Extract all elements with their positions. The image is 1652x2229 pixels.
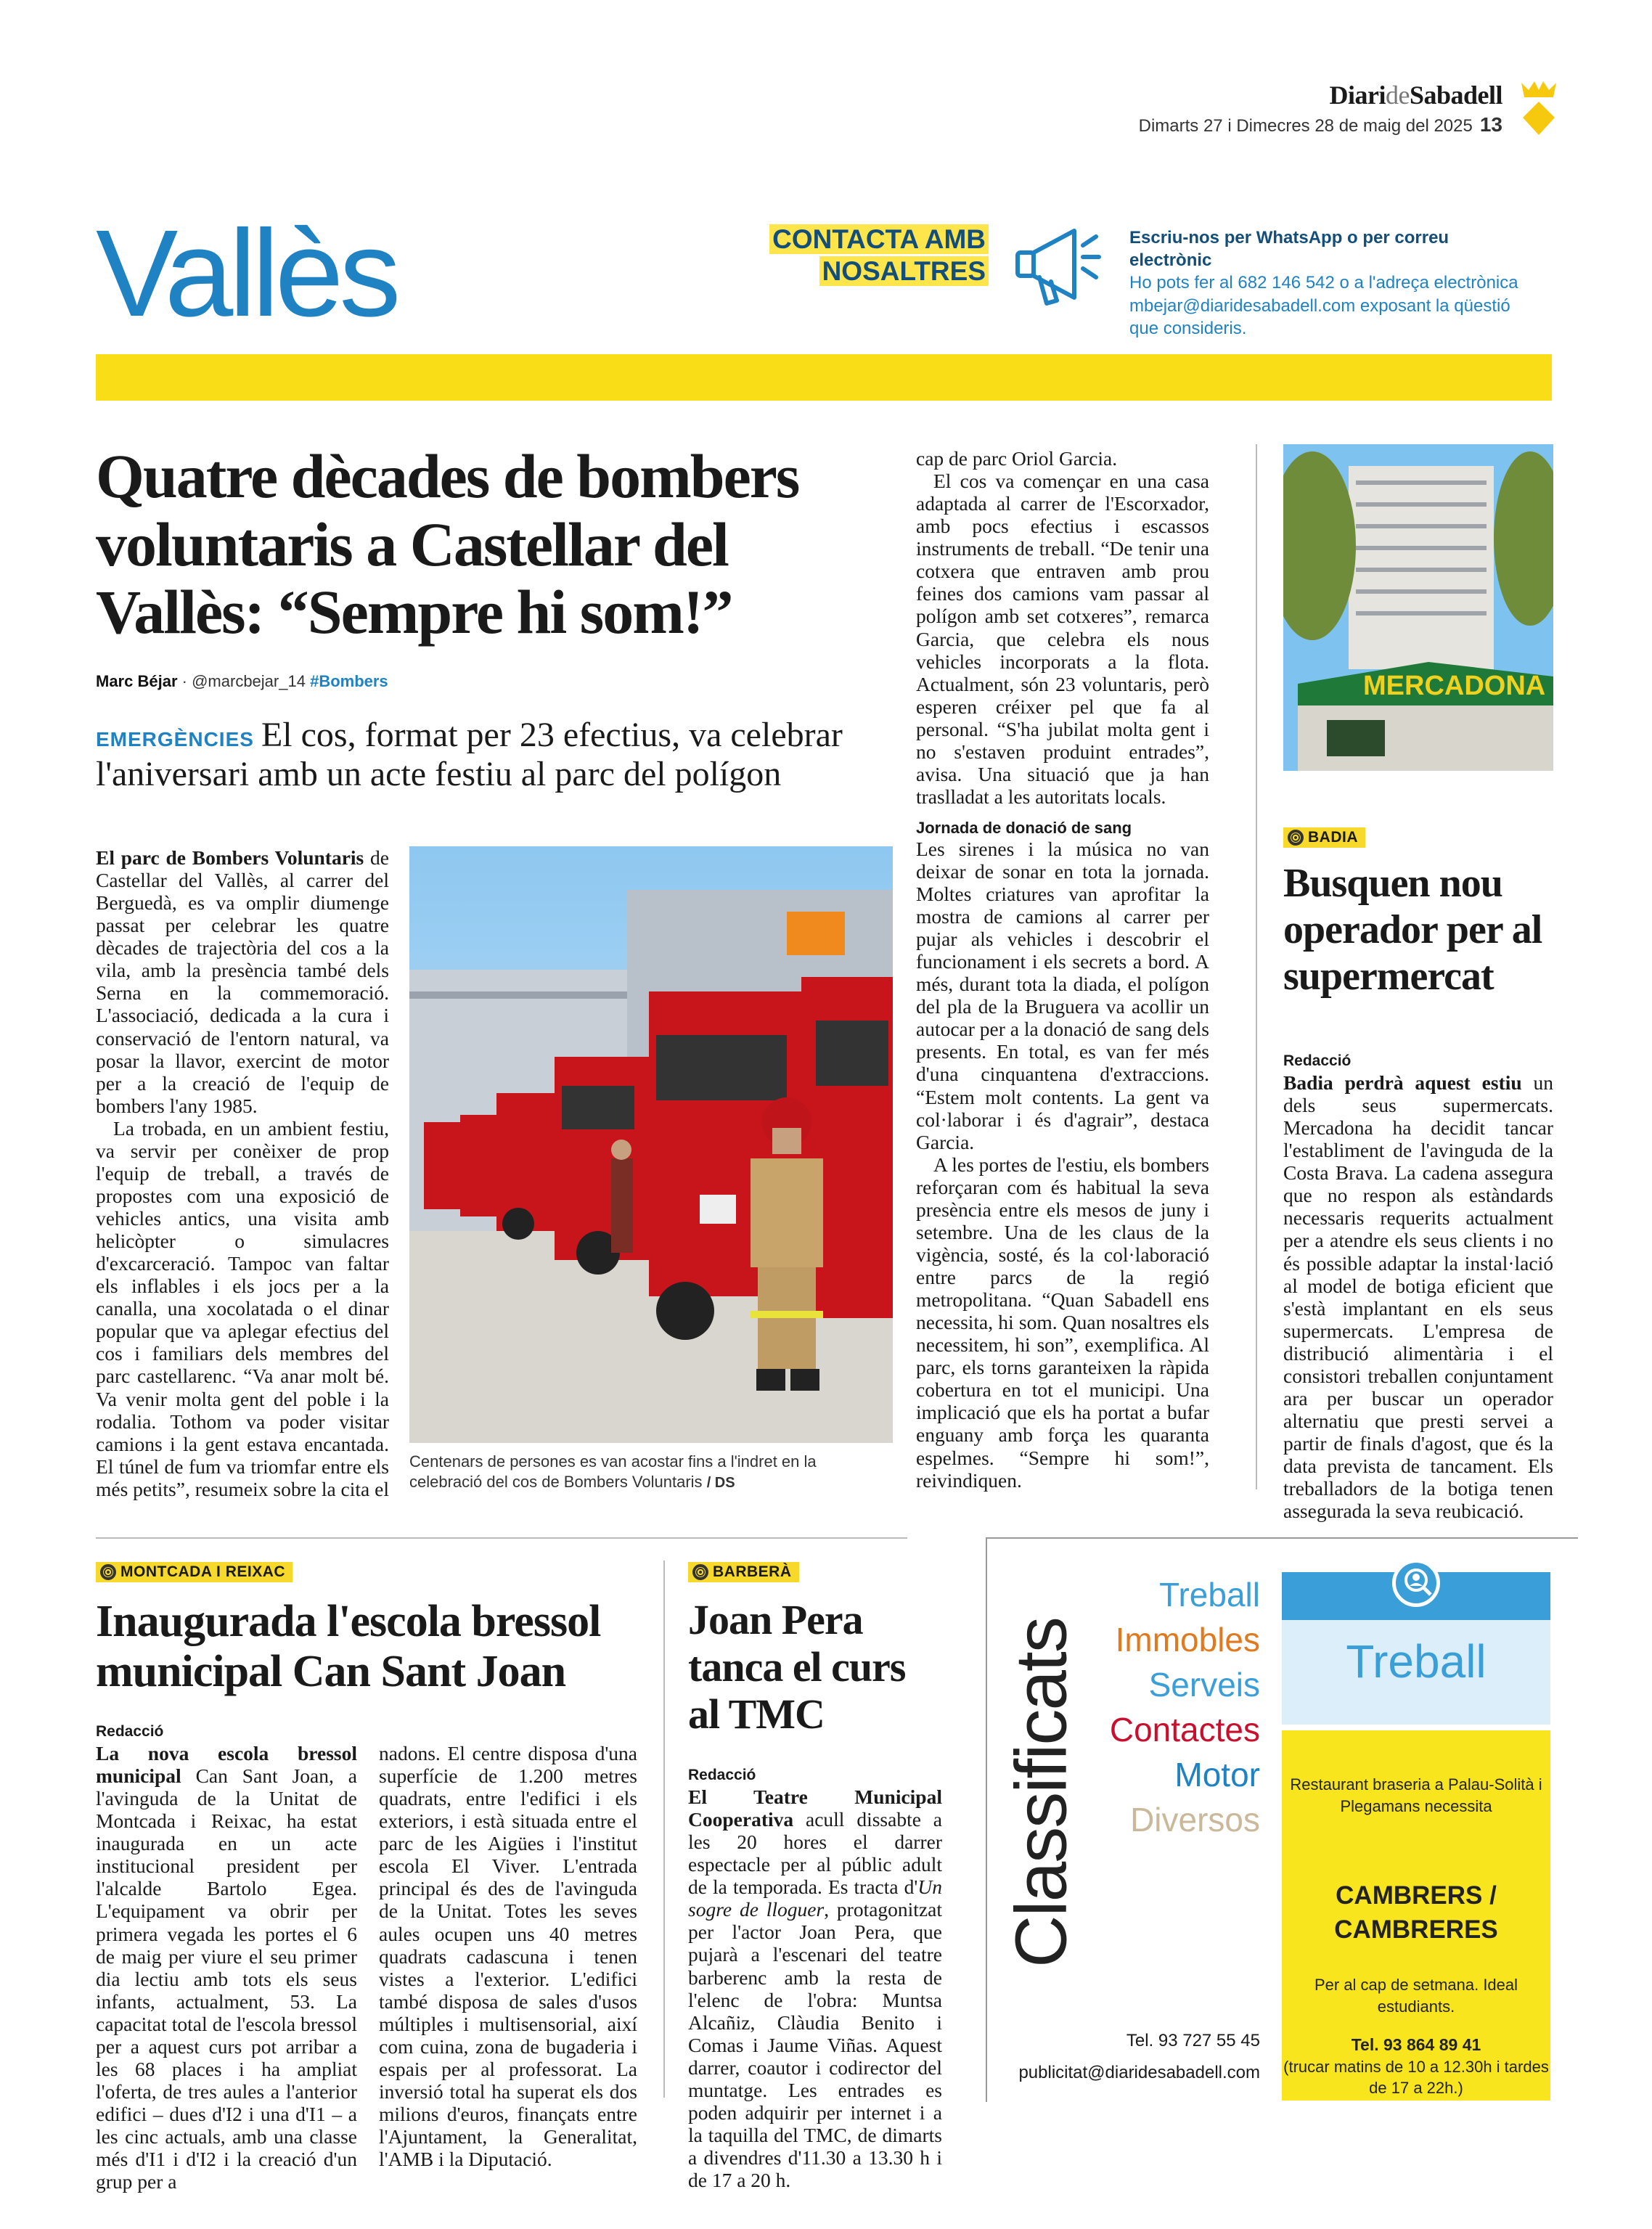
column-divider bbox=[663, 1561, 665, 2098]
ad-intro: Restaurant braseria a Palau-Solità i Plegamans necessita bbox=[1290, 1775, 1542, 1815]
page-number: 13 bbox=[1479, 113, 1502, 136]
ad-detail: Per al cap de setmana. Ideal estudiants. bbox=[1314, 1976, 1518, 2016]
section-title: Vallès bbox=[96, 205, 397, 343]
person-search-icon bbox=[1392, 1559, 1440, 1607]
contact-title: CONTACTA AMB NOSALTRES bbox=[735, 224, 989, 288]
category-treball[interactable]: Treball bbox=[1159, 1576, 1260, 1614]
barbera-byline: Redacció bbox=[688, 1767, 756, 1783]
classifieds-phone: Tel. 93 727 55 45 bbox=[1126, 2031, 1260, 2050]
subhead bbox=[96, 716, 880, 794]
author-handle[interactable]: @marcbejar_14 bbox=[192, 672, 306, 690]
category-diversos[interactable]: Diversos bbox=[1130, 1801, 1260, 1839]
photo-caption: Centenars de persones es van acostar fins a l'indret en la celebració del cos de Bombers Voluntaris / DS bbox=[409, 1452, 817, 1492]
barbera-headline: Joan Pera tanca el curs al TMC bbox=[688, 1596, 906, 1738]
treball-title: Treball bbox=[1346, 1635, 1487, 1688]
hashtag-link[interactable]: #Bombers bbox=[310, 672, 388, 690]
firefighters-photo bbox=[409, 846, 893, 1443]
megaphone-icon bbox=[1010, 216, 1105, 311]
barbera-body: El Teatre Municipal Cooperativa acull dissabte a les 20 hores el darrer espectacle per al públic adult de la temporada. Es tracta d'Un sogre de lloguer, protagonitzat per l'actor Joan Pera, que pujarà a l'escenari del teatre barberenc amb la resta de l'elenc de l'obra: Muntsa Alcañiz, Clàudia Benito i Comas i Jaume Viñas. Aquest darrer, coautor i codirector del muntatge. Les entrades es poden adquirir per internet i a la taquilla del TMC, de dimarts a divendres d'11.30 a 13.30 h i de 17 a 20 h. bbox=[688, 1786, 942, 2192]
montcada-byline: Redacció bbox=[96, 1723, 164, 1740]
badia-headline: Busquen nou operador per al supermercat bbox=[1283, 861, 1542, 999]
newspaper-brand: DiarideSabadell bbox=[1329, 81, 1502, 110]
barbera-place-tag: BARBERÀ bbox=[688, 1562, 799, 1584]
classifieds-categories bbox=[1089, 1572, 1260, 1843]
classifieds-email[interactable]: publicitat@diaridesabadell.com bbox=[1018, 2063, 1260, 2082]
crown-diamond-logo-icon bbox=[1517, 80, 1561, 138]
category-label: EMERGÈNCIES bbox=[96, 728, 254, 751]
column-divider bbox=[1256, 444, 1257, 1489]
badia-place-tag: BADIA bbox=[1283, 827, 1365, 849]
montcada-column-1: La nova escola bressol municipal Can Sant Joan, a l'avinguda de la Unitat de Montcada i Reixac, ha estat inaugurada en un acte institucional president per l'alcalde Bartolo Egea. L'equipament va obrir per primera vegada les portes el 6 de maig per viure el seu primer dia lectiu amb tots els seus infants, actualment, 53. La capacitat total de l'escola bressol per a aquest curs pot arribar a les 68 places i ha ampliat l'oferta, de tres aules a l'anterior edifici – dues d'I2 i una d'I1 – a les cinc actuals, amb una classe més d'I1 i d'I2 i la creació d'un grup per a bbox=[96, 1742, 357, 2193]
category-serveis[interactable]: Serveis bbox=[1148, 1666, 1260, 1704]
montcada-column-2: nadons. El centre disposa d'una superfície de 1.200 metres quadrats, entre l'edifici i els exteriors, i està situada entre el parc de les Aigües i l'institut escola El Viver. L'entrada principal és des de l'avinguda de la Unitat. Totes les seves aules ocupen uns 40 metres quadrats cadascuna i tenen vistes a l'exterior. L'edifici també disposa de sales d'usos múltiples i multisensorial, així com cuina, zona de bugaderia i espais per al professorat. La inversió total ha superat els dos milions d'euros, finançats entre l'Ajuntament, la Generalitat, l'AMB i la Diputació. bbox=[379, 1742, 637, 2171]
classifieds-title: Classificats bbox=[1000, 1618, 1082, 1968]
contact-heading: Escriu-nos per WhatsApp o per correu electrònic bbox=[1129, 228, 1449, 271]
category-contactes[interactable]: Contactes bbox=[1109, 1711, 1260, 1749]
article-column-3: cap de parc Oriol Garcia. El cos va començar en una casa adaptada al carrer de l'Escorxador, amb pocs efectius i escassos instruments de treball. “De tenir una cotxera que entraven amb prou feines dos camions vam passar al polígon amb set cotxeres”, remarca Garcia, que celebra els nous vehicles incorporats a la flota. Actualment, són 23 voluntaris, però esperen créixer pel que fa al personal. “S'ha jubilat molta gent i no s'estaven produint entrades”, avisa. Una situació que ja han traslladat a les autoritats locals. Jornada de donació de sang Les sirenes i la música no van deixar de sonar en tota la jornada. Moltes criatures van aprofitar la mostra de camions al carrer per pujar als vehicles i descobrir el funcionament i els secrets a bord. A més, durant tota la diada, el polígon del pla de la Bruguera va acollir un autocar per a la donació de sang dels presents. En total, es van fer més d'una cinquantena d'extraccions. “Estem molt contents. La gent va col·laborar i és d'agrair”, destaca Garcia. A les portes de l'estiu, els bombers reforçaran com és habitual la seva presència entre els mesos de juny i setembre. Una de les claus de la vigència, sosté, és la col·laboració entre parcs de la regió metropolitana. “Quan Sabadell ens necessita, hi som. Quan nosaltres els necessitem, hi son”, exemplifica. Al parc, els torns garanteixen la ràpida cobertura en tot el municipi. Una implicació que els ha portat a bufar enguany amb força les quaranta espelmes. “Sempre hi som!”, reivindiquen. bbox=[916, 447, 1209, 1492]
author: Marc Béjar bbox=[96, 672, 178, 690]
montcada-place-tag: MONTCADA I REIXAC bbox=[96, 1562, 293, 1584]
ad-hours: (trucar matins de 10 a 12.30h i tardes de 17 a 22h.) bbox=[1283, 2058, 1549, 2097]
byline: Marc Béjar · @marcbejar_14 #Bombers bbox=[96, 672, 388, 690]
contact-text: Ho pots fer al 682 146 542 o a l'adreça electrònica mbejar@diaridesabadell.com exposant la qüestió que consideris. bbox=[1129, 273, 1518, 338]
contact-info bbox=[1129, 226, 1536, 340]
store-sign: MERCADONA bbox=[1363, 671, 1546, 701]
photo-credit: / DS bbox=[706, 1475, 735, 1492]
article-column-1: El parc de Bombers Voluntaris de Castellar del Vallès, al carrer del Berguedà, es va omplir diumenge passat per celebrar les quatre dècades de trajectòria del cos a la vila, amb la presència també dels Serna en la commemoració. L'associació, dedicada a la cura i conservació de l'entorn natural, va posar la llavor, exercint de motor per a la creació de l'equip de bombers l'any 1985. La trobada, en un ambient festiu, va servir per conèixer de prop l'equip de treball, a través de propostes com una exposició de vehicles antics, una visita amb helicòpter o simulacres d'excarceració. Tampoc van faltar els inflables i els jocs per a la canalla, una xocolatada o el dinar popular que va aplegar efectius del cos i familiars dels membres del parc castellarenc. “Va anar molt bé. Va venir molta gent del poble i la rodalia. Tothom va poder visitar camions i la gent estava encantada. El túnel de fum va triomfar entre els més petits”, resumeix sobre la cita el bbox=[96, 846, 389, 1500]
dateline bbox=[1139, 113, 1502, 136]
category-motor[interactable]: Motor bbox=[1174, 1756, 1260, 1794]
job-ad bbox=[1282, 1730, 1550, 2101]
section-divider-bar bbox=[96, 354, 1552, 401]
category-immobles[interactable]: Immobles bbox=[1115, 1621, 1260, 1659]
main-headline: Quatre dècades de bombers voluntaris a Castellar del Vallès: “Sempre hi som!” bbox=[96, 441, 799, 647]
badia-body: Badia perdrà aquest estiu un dels seus supermercats. Mercadona ha decidit tancar l'establiment de l'avinguda de la Costa Brava. La cadena assegura que no respon als estàndards necessaris requerits actualment per a atendre els seus clients i no és possible adaptar la instal·lació al model de botiga eficient que s'està implantant en els seus supermercats. L'empresa de distribució alimentària i el consistori treballen conjuntament ara per buscar un operador alternatiu que presti servei a partir de finals d'agost, que és la data prevista de tancament. Els treballadors de la botiga tenen assegurada la seva reubicació. bbox=[1283, 1071, 1553, 1523]
ad-job-title: CAMBRERS / CAMBRERES bbox=[1334, 1881, 1498, 1944]
ad-phone: Tel. 93 864 89 41 bbox=[1351, 2035, 1481, 2054]
montcada-headline: Inaugurada l'escola bressol municipal Can Sant Joan bbox=[96, 1597, 601, 1697]
supermarket-photo bbox=[1283, 444, 1553, 771]
badia-byline: Redacció bbox=[1283, 1052, 1352, 1069]
date: Dimarts 27 i Dimecres 28 de maig del 2025 bbox=[1138, 116, 1473, 136]
subhead-text: El cos, format per 23 efectius, va celebrar l'aniversari amb un acte festiu al parc del polígon bbox=[96, 716, 843, 793]
section-divider bbox=[96, 1537, 907, 1539]
inline-subhead: Jornada de donació de sang bbox=[916, 819, 1132, 837]
